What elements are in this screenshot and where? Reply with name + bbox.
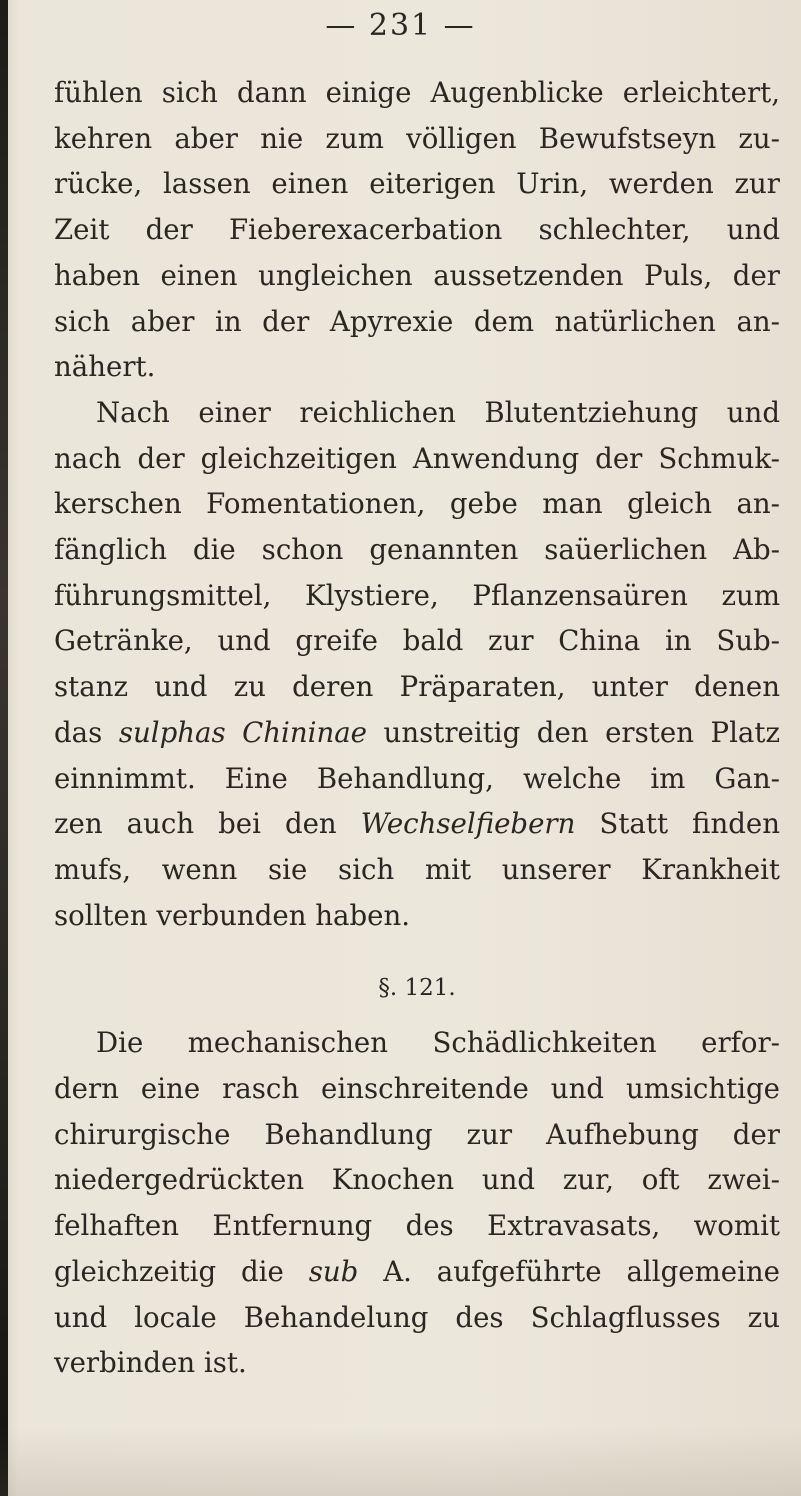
- text-segment: Statt finden: [575, 807, 780, 841]
- text-line-with-italic: [54, 710, 780, 756]
- text-line: kehren aber nie zum völligen Bewufstseyn zu-: [54, 121, 780, 155]
- text-line: sich aber in der Apyrexie dem natürlichen an-: [54, 304, 780, 338]
- text-line: fänglich die schon genannten saüerlichen Ab-: [54, 533, 780, 567]
- text-line-with-italic: [54, 1249, 780, 1295]
- text-line: sollten verbunden haben.: [54, 898, 410, 932]
- text-segment: zen auch bei den: [54, 807, 361, 841]
- text-segment: das: [54, 715, 119, 749]
- italic-term: sulphas Chininae: [118, 715, 368, 749]
- text-line: niedergedrückten Knochen und zur, oft zwei-: [54, 1163, 780, 1197]
- text-line: Die mechanischen Schädlichkeiten erfor-: [96, 1026, 780, 1060]
- text-line: Zeit der Fieberexacerbation schlechter, und: [54, 213, 780, 247]
- section-heading: §. 121.: [378, 975, 456, 1002]
- text-line: Getränke, und greife bald zur China in Sub-: [54, 624, 780, 658]
- text-line: rücke, lassen einen eiterigen Urin, werden zur: [54, 167, 780, 201]
- page-number: — 231 —: [325, 8, 476, 43]
- text-segment: gleichzeitig die: [54, 1254, 309, 1288]
- page-body: [54, 70, 780, 1386]
- italic-term: sub: [308, 1254, 359, 1288]
- paragraph-2: [54, 390, 780, 938]
- text-line: stanz und zu deren Präparaten, unter denen: [54, 670, 780, 704]
- text-line: kerschen Fomentationen, gebe man gleich an-: [54, 487, 780, 521]
- text-line: verbinden ist.: [54, 1346, 247, 1380]
- text-line: nähert.: [54, 350, 156, 384]
- text-line: führungsmittel, Klystiere, Pflanzensaüren zum: [54, 578, 780, 612]
- text-line-with-italic: [54, 801, 780, 847]
- text-line: chirurgische Behandlung zur Aufhebung der: [54, 1117, 780, 1151]
- text-line: und locale Behandelung des Schlagflusses zu: [54, 1300, 780, 1334]
- text-line: felhaften Entfernung des Extravasats, womit: [54, 1209, 780, 1243]
- text-line: haben einen ungleichen aussetzenden Puls, der: [54, 258, 780, 292]
- italic-term: Wechselfiebern: [360, 807, 576, 841]
- text-line: Nach einer reichlichen Blutentziehung und: [96, 395, 780, 429]
- text-segment: A. aufgeführte allgemeine: [358, 1254, 780, 1288]
- text-line: dern eine rasch einschreitende und umsichtige: [54, 1072, 780, 1106]
- page-bottom-shadow: [0, 1426, 801, 1496]
- book-spine-edge: [0, 0, 8, 1496]
- text-line: mufs, wenn sie sich mit unserer Krankheit: [54, 852, 780, 886]
- text-line: einnimmt. Eine Behandlung, welche im Gan-: [54, 761, 780, 795]
- text-line: nach der gleichzeitigen Anwendung der Schmuk-: [54, 441, 780, 475]
- paragraph-1: [54, 70, 780, 390]
- paragraph-3: [54, 1020, 780, 1386]
- text-segment: unstreitig den ersten Platz: [367, 715, 780, 749]
- text-line: fühlen sich dann einige Augenblicke erleichtert,: [54, 76, 780, 109]
